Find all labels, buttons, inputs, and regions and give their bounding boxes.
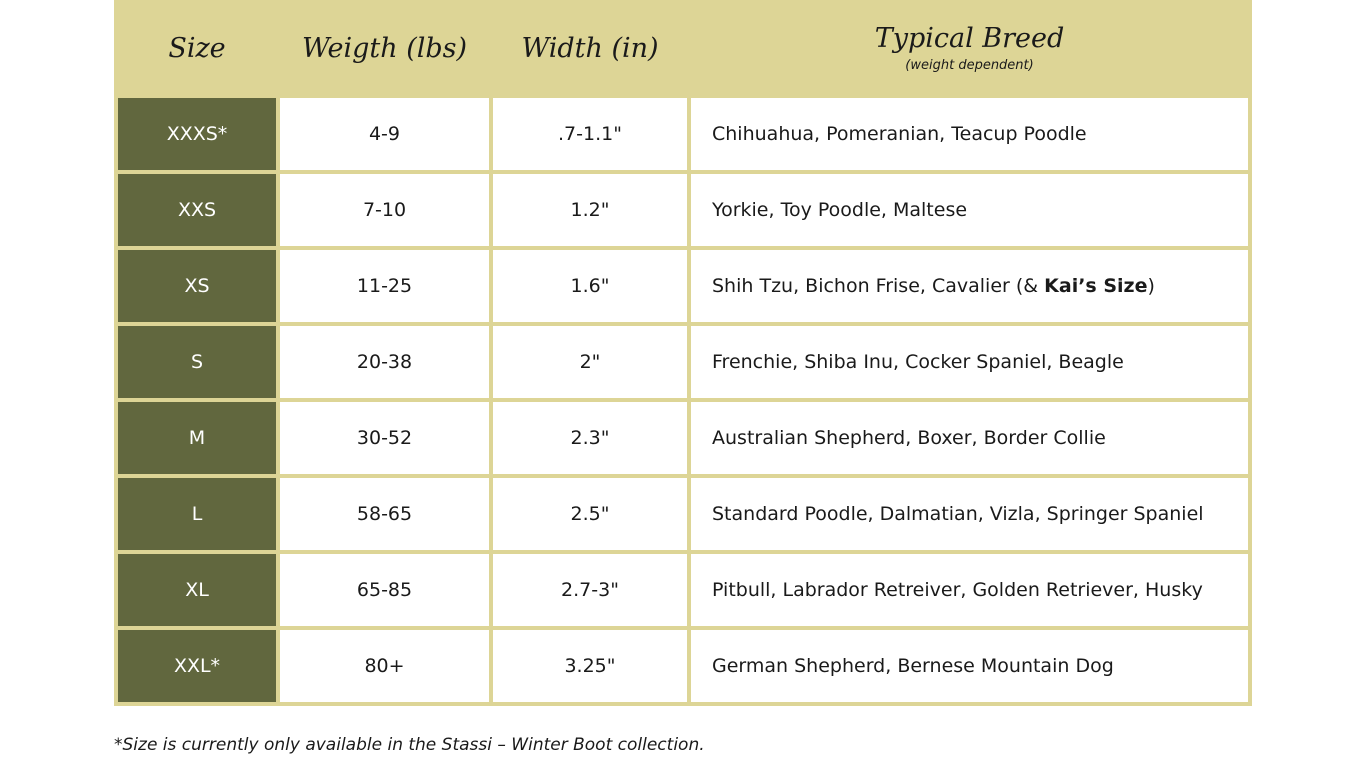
weight-cell: 65-85 [280, 554, 489, 626]
table-row [114, 250, 1252, 322]
weight-cell: 30-52 [280, 402, 489, 474]
header-width [493, 0, 687, 96]
table-header [114, 0, 1252, 96]
header-weight-label: Weigth (lbs) [301, 32, 468, 64]
table-row [114, 174, 1252, 246]
width-cell: 2.7-3" [493, 554, 687, 626]
weight-cell: 80+ [280, 630, 489, 702]
breed-highlight: Kai’s Size [1044, 275, 1148, 297]
header-weight [280, 0, 489, 96]
breed-cell: Chihuahua, Pomeranian, Teacup Poodle [691, 98, 1248, 170]
weight-cell: 11-25 [280, 250, 489, 322]
table-row [114, 630, 1252, 702]
breed-cell: Frenchie, Shiba Inu, Cocker Spaniel, Beagle [691, 326, 1248, 398]
weight-cell: 20-38 [280, 326, 489, 398]
width-cell: 1.6" [493, 250, 687, 322]
width-cell: 2" [493, 326, 687, 398]
header-size [118, 0, 276, 96]
size-cell: S [118, 326, 276, 398]
table-row [114, 554, 1252, 626]
header-breed-note: (weight dependent) [905, 58, 1034, 73]
footnote: *Size is currently only available in the Stassi – Winter Boot collection. [114, 735, 705, 755]
breed-text: Shih Tzu, Bichon Frise, Cavalier (& [712, 275, 1039, 297]
breed-cell: Australian Shepherd, Boxer, Border Collie [691, 402, 1248, 474]
breed-cell: Pitbull, Labrador Retreiver, Golden Retriever, Husky [691, 554, 1248, 626]
breed-cell: Standard Poodle, Dalmatian, Vizla, Springer Spaniel [691, 478, 1248, 550]
size-cell: XXL* [118, 630, 276, 702]
size-cell: XS [118, 250, 276, 322]
weight-cell: 58-65 [280, 478, 489, 550]
table-row [114, 478, 1252, 550]
weight-cell: 7-10 [280, 174, 489, 246]
header-width-label: Width (in) [521, 32, 659, 64]
breed-cell: German Shepherd, Bernese Mountain Dog [691, 630, 1248, 702]
size-cell: M [118, 402, 276, 474]
header-size-label: Size [168, 32, 226, 64]
size-cell: L [118, 478, 276, 550]
header-breed-label: Typical Breed [874, 23, 1065, 54]
table-row [114, 402, 1252, 474]
size-chart-table [114, 0, 1252, 706]
breed-cell [691, 250, 1248, 322]
weight-cell: 4-9 [280, 98, 489, 170]
width-cell: 1.2" [493, 174, 687, 246]
size-cell: XXS [118, 174, 276, 246]
breed-text-end: ) [1147, 275, 1155, 297]
width-cell: 2.3" [493, 402, 687, 474]
size-cell: XXXS* [118, 98, 276, 170]
size-cell: XL [118, 554, 276, 626]
width-cell: .7-1.1" [493, 98, 687, 170]
table-row [114, 98, 1252, 170]
header-breed [691, 0, 1248, 96]
breed-cell: Yorkie, Toy Poodle, Maltese [691, 174, 1248, 246]
width-cell: 2.5" [493, 478, 687, 550]
width-cell: 3.25" [493, 630, 687, 702]
table-row [114, 326, 1252, 398]
